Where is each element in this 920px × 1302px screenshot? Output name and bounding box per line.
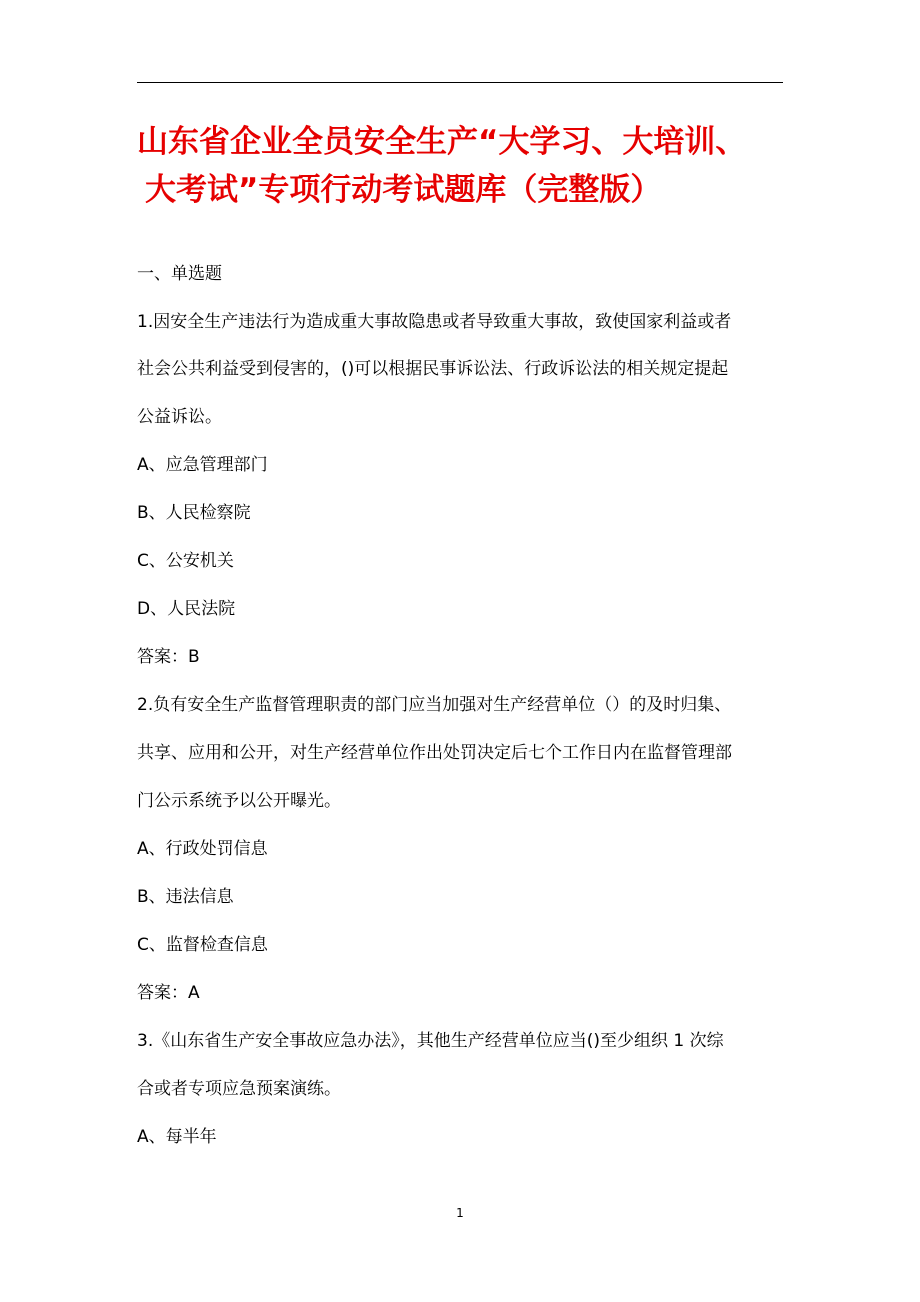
question-2-line-2: 共享、应用和公开，对生产经营单位作出处罚决定后七个工作日内在监督管理部 <box>137 743 732 763</box>
section-heading: 一、单选题 <box>137 264 222 284</box>
header-rule <box>137 82 783 83</box>
question-3-line-2: 合或者专项应急预案演练。 <box>137 1079 341 1099</box>
question-2-option-c: C、监督检查信息 <box>137 935 268 955</box>
page-number: 1 <box>456 1206 464 1220</box>
question-1-line-3: 公益诉讼。 <box>137 407 222 427</box>
title-line-2: 大考试”专项行动考试题库（完整版） <box>145 172 662 208</box>
question-1-option-b: B、人民检察院 <box>137 503 251 523</box>
question-2-option-b: B、违法信息 <box>137 887 234 907</box>
title-line-1: 山东省企业全员安全生产“大学习、大培训、 <box>137 124 747 160</box>
question-1-answer: 答案：B <box>137 647 200 667</box>
question-3-option-a: A、每半年 <box>137 1127 217 1147</box>
question-1-line-1: 1.因安全生产违法行为造成重大事故隐患或者导致重大事故，致使国家利益或者 <box>137 312 732 332</box>
question-3-line-1: 3.《山东省生产安全事故应急办法》，其他生产经营单位应当()至少组织 1 次综 <box>137 1031 724 1051</box>
question-1-line-2: 社会公共利益受到侵害的，()可以根据民事诉讼法、行政诉讼法的相关规定提起 <box>137 359 729 379</box>
question-2-option-a: A、行政处罚信息 <box>137 839 268 859</box>
question-1-option-c: C、公安机关 <box>137 551 234 571</box>
question-2-answer: 答案：A <box>137 983 200 1003</box>
question-2-line-3: 门公示系统予以公开曝光。 <box>137 791 341 811</box>
question-2-line-1: 2.负有安全生产监督管理职责的部门应当加强对生产经营单位（）的及时归集、 <box>137 695 732 715</box>
question-1-option-d: D、人民法院 <box>137 599 236 619</box>
question-1-option-a: A、应急管理部门 <box>137 455 268 475</box>
document-title <box>137 118 797 214</box>
